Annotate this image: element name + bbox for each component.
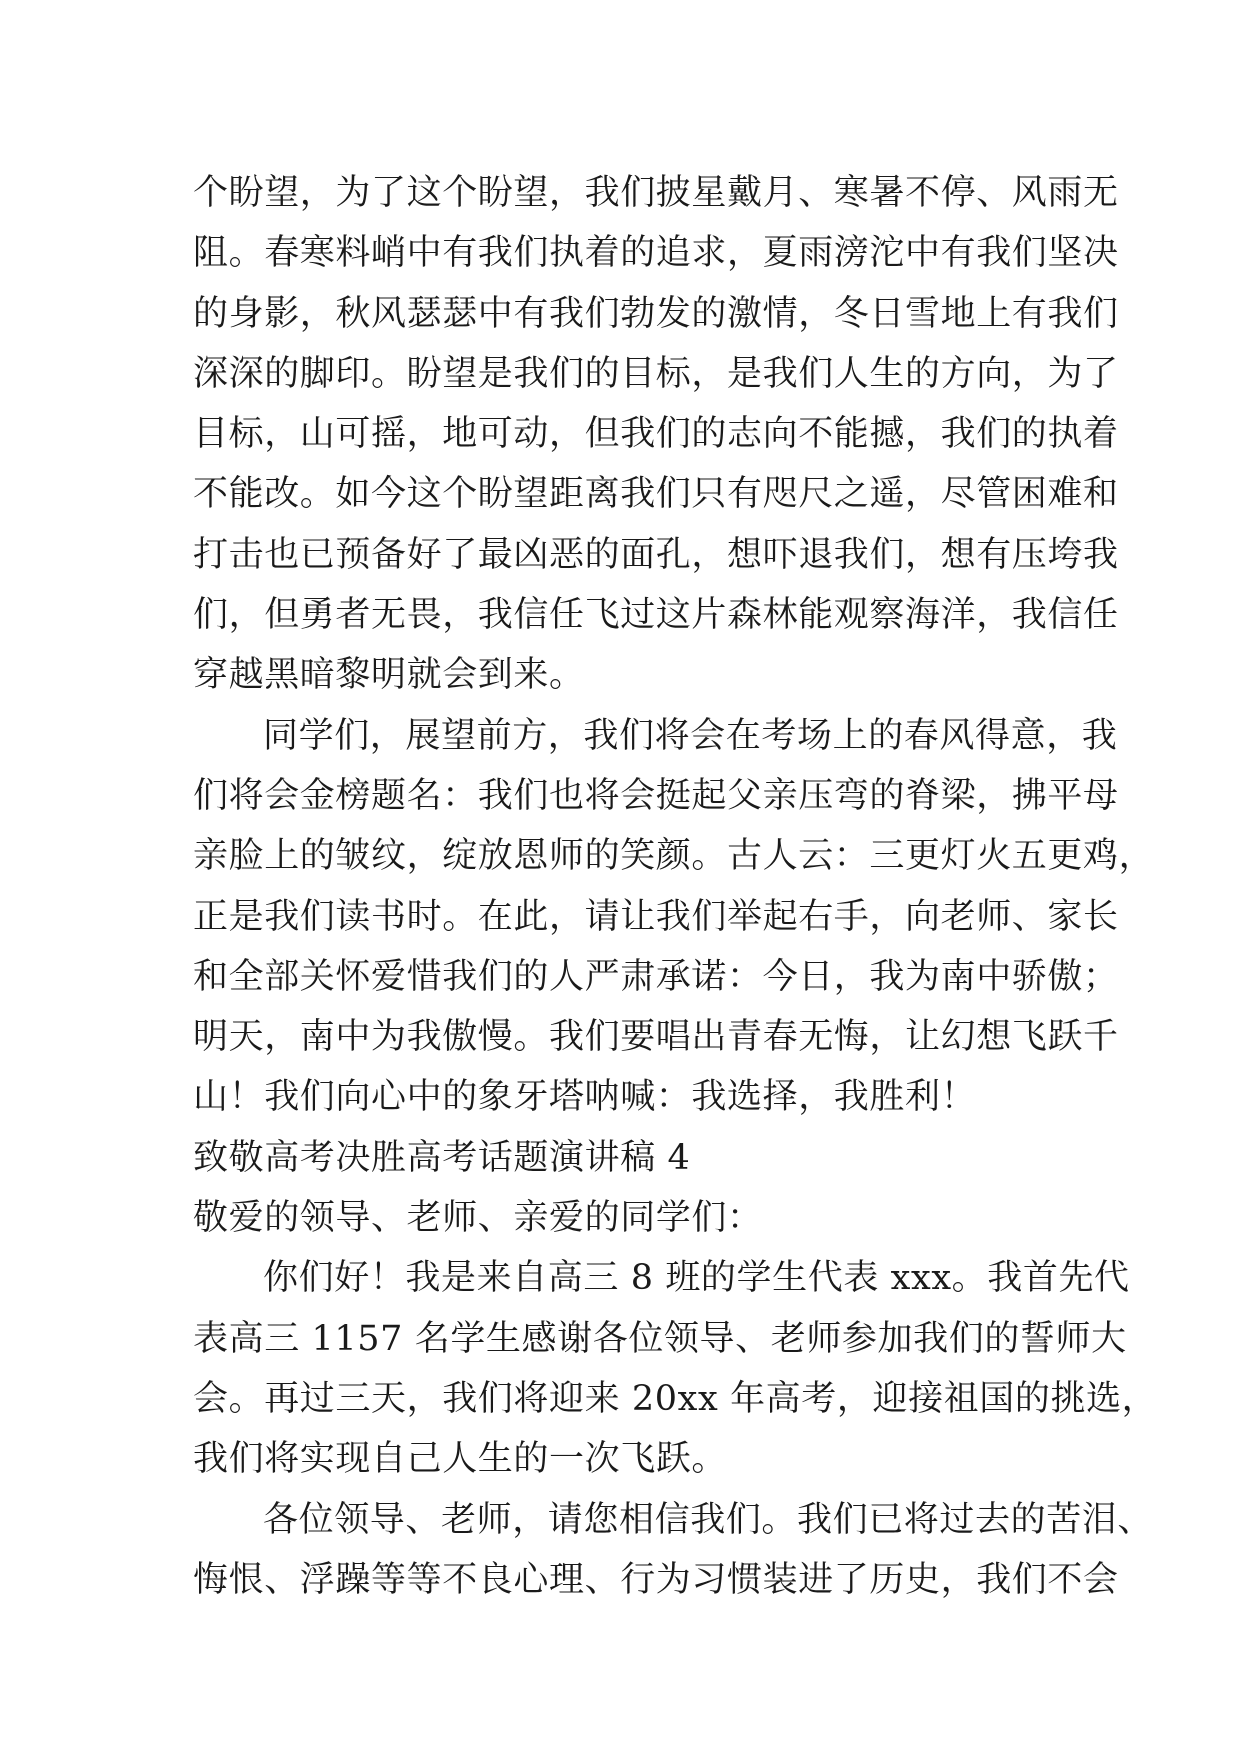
document-body bbox=[193, 163, 1158, 1610]
paragraph-line: 穿越黑暗黎明就会到来。 bbox=[193, 655, 585, 696]
paragraph-line: 阻。春寒料峭中有我们执着的追求，夏雨滂沱中有我们坚决 bbox=[193, 233, 1119, 274]
paragraph-line: 深深的脚印。盼望是我们的目标，是我们人生的方向，为了 bbox=[193, 353, 1119, 394]
paragraph-line: 同学们，展望前方，我们将会在考场上的春风得意，我 bbox=[263, 715, 1118, 756]
paragraph-line: 悔恨、浮躁等等不良心理、行为习惯装进了历史，我们不会 bbox=[193, 1559, 1119, 1600]
paragraph-line: 们将会金榜题名：我们也将会挺起父亲压弯的脊梁，拂平母 bbox=[193, 775, 1119, 816]
paragraph-line: 我们将实现自己人生的一次飞跃。 bbox=[193, 1439, 728, 1480]
paragraph-line: 和全部关怀爱惜我们的人严肃承诺：今日，我为南中骄傲； bbox=[193, 956, 1119, 997]
paragraph-line: 不能改。如今这个盼望距离我们只有咫尺之遥，尽管困难和 bbox=[193, 474, 1119, 515]
section-heading: 致敬高考决胜高考话题演讲稿 4 bbox=[193, 1137, 691, 1178]
paragraph-line: 山！我们向心中的象牙塔呐喊：我选择，我胜利！ bbox=[193, 1077, 977, 1118]
paragraph-line: 个盼望，为了这个盼望，我们披星戴月、寒暑不停、风雨无 bbox=[193, 173, 1119, 213]
paragraph-line: 目标，山可摇，地可动，但我们的志向不能撼，我们的执着 bbox=[193, 414, 1119, 455]
paragraph-line: 表高三 1157 名学生感谢各位领导、老师参加我们的誓师大 bbox=[193, 1318, 1127, 1359]
paragraph-line: 打击也已预备好了最凶恶的面孔，想吓退我们，想有压垮我 bbox=[193, 534, 1119, 575]
paragraph-line: 们，但勇者无畏，我信任飞过这片森林能观察海洋，我信任 bbox=[193, 595, 1119, 636]
salutation: 敬爱的领导、老师、亲爱的同学们： bbox=[193, 1198, 763, 1239]
paragraph-line: 的身影，秋风瑟瑟中有我们勃发的激情，冬日雪地上有我们 bbox=[193, 293, 1119, 334]
paragraph-line: 各位领导、老师，请您相信我们。我们已将过去的苦泪、 bbox=[263, 1499, 1154, 1540]
paragraph-line: 亲脸上的皱纹，绽放恩师的笑颜。古人云：三更灯火五更鸡， bbox=[193, 836, 1155, 877]
paragraph-line: 正是我们读书时。在此，请让我们举起右手，向老师、家长 bbox=[193, 896, 1119, 937]
paragraph-line: 明天，南中为我傲慢。我们要唱出青春无悔，让幻想飞跃千 bbox=[193, 1017, 1119, 1058]
paragraph-line: 你们好！我是来自高三 8 班的学生代表 xxx。我首先代 bbox=[263, 1258, 1130, 1299]
paragraph-line: 会。再过三天，我们将迎来 20xx 年高考，迎接祖国的挑选， bbox=[193, 1378, 1158, 1419]
